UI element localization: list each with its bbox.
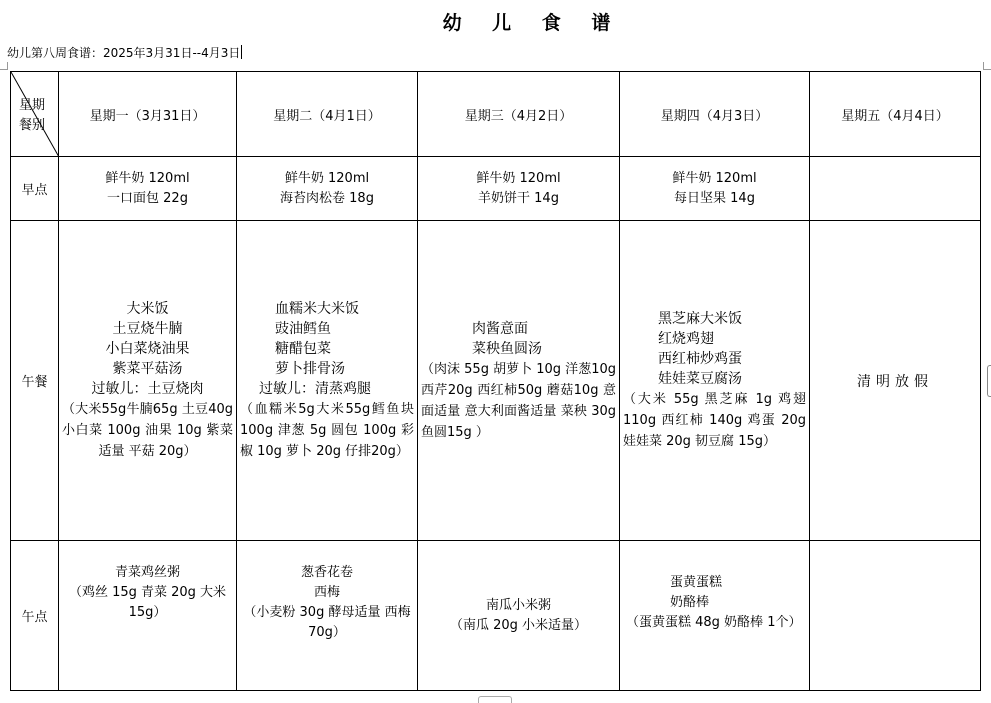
dish: 大米饭 — [126, 301, 169, 317]
day-header: 星期四（4月3日） — [620, 72, 810, 157]
ingredients: （血糯米5g大米55g鳕鱼块 100g 津葱 5g 圆包 100g 彩椒 10g 萝卜 20g 仔排20g） — [240, 402, 414, 459]
day-header: 星期一（3月31日） — [59, 72, 237, 157]
day-header: 星期五（4月4日） — [810, 72, 981, 157]
menu-item: 海苔肉松卷 18g — [280, 190, 374, 206]
dish: 奶酪棒 — [670, 595, 710, 610]
breakfast-cell — [237, 157, 418, 221]
dish-allergy: 过敏儿：清蒸鸡腿 — [259, 381, 371, 397]
snack-cell — [237, 541, 418, 691]
dish: 南瓜小米粥 — [485, 597, 551, 613]
dish: 紫菜平菇汤 — [112, 361, 183, 377]
dish: 豉油鳕鱼 — [275, 321, 331, 337]
page-title: 幼 儿 食 谱 — [442, 12, 623, 34]
menu-table — [10, 71, 981, 691]
lunch-row — [11, 221, 981, 541]
dish: 红烧鸡翅 — [658, 331, 714, 347]
snack-cell — [418, 541, 620, 691]
ingredients: （肉沫 55g 胡萝卜 10g 洋葱10g 西芹20g 西红柿50g 蘑菇10g 意面适量 意大利面酱适量 菜秧 30g 鱼圆15g ） — [421, 361, 616, 440]
breakfast-cell-empty — [810, 157, 981, 221]
breakfast-cell — [418, 157, 620, 221]
week-subtitle[interactable] — [7, 44, 242, 61]
dish: 糖醋包菜 — [275, 341, 331, 357]
ingredients: （鸡丝 15g 青菜 20g 大米15g） — [68, 585, 227, 620]
menu-item: 每日坚果 14g — [674, 190, 755, 206]
dish: 小白菜烧油果 — [105, 341, 190, 357]
margin-corner-mark-right — [983, 62, 991, 70]
meal-label-lunch: 午餐 — [11, 221, 59, 541]
menu-item: 羊奶饼干 14g — [478, 190, 559, 206]
corner-cell — [11, 72, 59, 157]
ingredients: （蛋黄蛋糕 48g 奶酪棒 1个） — [626, 615, 802, 630]
header-row — [11, 72, 981, 157]
lunch-cell — [620, 221, 810, 541]
corner-label-meal: 餐别 — [19, 118, 46, 133]
lunch-cell — [237, 221, 418, 541]
breakfast-cell — [59, 157, 237, 221]
ingredients: （大米55g牛腩65g 土豆40g 小白菜 100g 油果 10g 紫菜适量 平菇 20g） — [62, 402, 233, 459]
dish: 蛋黄蛋糕 — [670, 575, 723, 590]
dish: 西红柿炒鸡蛋 — [658, 351, 742, 367]
dish: 青菜鸡丝粥 — [114, 565, 180, 580]
ingredients: （大米 55g 黑芝麻 1g 鸡翅110g 西红柿 140g 鸡蛋 20g 娃娃菜 20g 韧豆腐 15g） — [623, 392, 806, 449]
dish: 葱香花卷 — [300, 565, 353, 580]
lunch-cell — [418, 221, 620, 541]
dish: 肉酱意面 — [472, 320, 528, 337]
dish: 萝卜排骨汤 — [275, 361, 345, 377]
holiday-cell: 清明放假 — [810, 221, 981, 541]
snack-cell — [620, 541, 810, 691]
menu-item: 鲜牛奶 120ml — [672, 170, 757, 186]
corner-label-weekday: 星期 — [19, 98, 46, 113]
breakfast-row — [11, 157, 981, 221]
text-cursor — [241, 45, 242, 59]
day-header: 星期二（4月1日） — [237, 72, 418, 157]
menu-item: 鲜牛奶 120ml — [105, 170, 190, 186]
breakfast-cell — [620, 157, 810, 221]
day-header: 星期三（4月2日） — [418, 72, 620, 157]
dish: 娃娃菜豆腐汤 — [658, 371, 742, 387]
dish-allergy: 过敏儿：土豆烧肉 — [91, 381, 204, 397]
subtitle-text: 幼儿第八周食谱：2025年3月31日--4月3日 — [7, 46, 241, 60]
side-scroll-handle[interactable] — [987, 365, 991, 397]
snack-cell-empty — [810, 541, 981, 691]
dish: 血糯米大米饭 — [275, 301, 359, 317]
bottom-resize-handle[interactable] — [478, 696, 512, 703]
ingredients: （小麦粉 30g 酵母适量 西梅 70g） — [243, 605, 411, 640]
dish: 黑芝麻大米饭 — [658, 311, 742, 327]
lunch-cell — [59, 221, 237, 541]
meal-label-breakfast: 早点 — [11, 157, 59, 221]
ingredients: （南瓜 20g 小米适量） — [449, 617, 588, 633]
dish: 西梅 — [313, 585, 340, 600]
meal-label-snack: 午点 — [11, 541, 59, 691]
snack-row — [11, 541, 981, 691]
dish: 土豆烧牛腩 — [112, 321, 183, 337]
dish: 菜秧鱼圆汤 — [472, 340, 542, 357]
menu-item: 鲜牛奶 120ml — [284, 170, 370, 186]
snack-cell — [59, 541, 237, 691]
menu-item: 鲜牛奶 120ml — [476, 170, 561, 186]
margin-corner-mark-left — [0, 62, 8, 70]
menu-item: 一口面包 22g — [107, 190, 188, 206]
